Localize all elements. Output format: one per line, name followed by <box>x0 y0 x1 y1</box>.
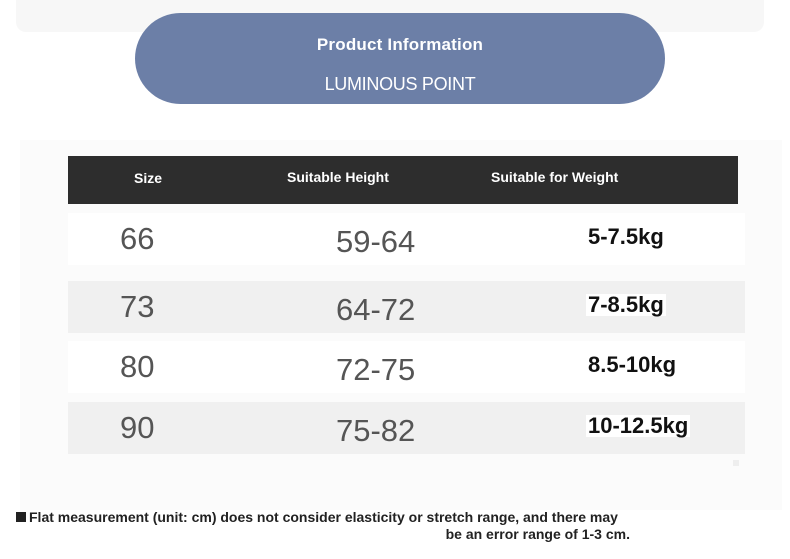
size-cell: 73 <box>120 289 155 324</box>
size-cell: 90 <box>120 410 155 445</box>
table-row <box>68 213 745 265</box>
table-row <box>68 402 745 454</box>
weight-cell: 8.5-10kg <box>588 352 677 377</box>
weight-cell: 7-8.5kg <box>588 292 664 317</box>
square-bullet-icon <box>16 512 26 522</box>
size-cell: 80 <box>120 349 155 384</box>
footnote-line-1: Flat measurement (unit: cm) does not consider elasticity or stretch range, and there may <box>29 509 618 525</box>
height-cell: 75-82 <box>336 413 416 448</box>
decorative-dot <box>733 460 739 466</box>
height-column-header: Suitable Height <box>287 169 389 185</box>
size-cell: 66 <box>120 221 155 256</box>
product-information-banner <box>135 13 665 104</box>
table-row <box>68 341 745 393</box>
size-column-header: Size <box>134 170 163 186</box>
size-table-header <box>68 156 738 204</box>
banner-title: Product Information <box>316 35 484 54</box>
height-cell: 72-75 <box>336 352 416 387</box>
weight-column-header: Suitable for Weight <box>491 169 619 185</box>
weight-cell: 5-7.5kg <box>588 224 664 249</box>
weight-cell: 10-12.5kg <box>588 413 689 438</box>
table-row <box>68 281 745 333</box>
footnote-line-2: be an error range of 1-3 cm. <box>445 526 630 542</box>
height-cell: 64-72 <box>336 292 416 327</box>
banner-subtitle: LUMINOUS POINT <box>324 74 476 94</box>
height-cell: 59-64 <box>336 224 416 259</box>
measurement-footnote <box>16 509 636 543</box>
